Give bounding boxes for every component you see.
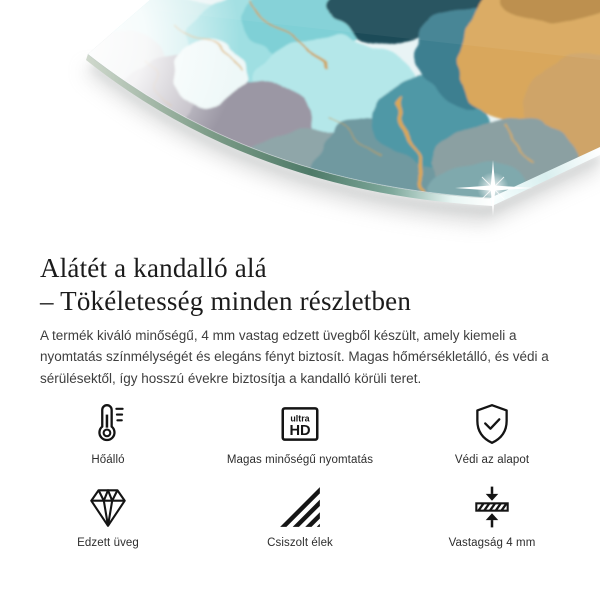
- feature-polished-edges: [204, 484, 396, 549]
- features-grid: [12, 401, 588, 549]
- thermometer-icon: [85, 401, 131, 447]
- shield-check-icon: [469, 401, 515, 447]
- title-line-1: Alátét a kandalló alá: [40, 253, 267, 284]
- thickness-icon: [469, 484, 515, 530]
- glass-panel-illustration: [0, 0, 600, 256]
- product-description: A termék kiváló minőségű, 4 mm vastag edzett üvegből készült, amely kiemeli a nyomtatás színmélységét és elegáns fényt biztosít. Magas hőmérsékletálló, és védi a sérülésektől, így hosszú évekre biztosítja a kandalló körüli teret.: [40, 327, 549, 386]
- feature-protects-base: [396, 401, 588, 466]
- feature-label: Védi az alapot: [454, 454, 530, 466]
- polished-edge-icon: [277, 484, 323, 530]
- feature-heat-resistant: [12, 401, 204, 466]
- feature-ultra-hd-print: [204, 401, 396, 466]
- hero-product-image: [0, 0, 600, 256]
- feature-label: Hőálló: [91, 454, 125, 466]
- feature-thickness-4mm: [396, 484, 588, 549]
- feature-label: Csiszolt élek: [267, 537, 333, 549]
- feature-tempered-glass: [12, 484, 204, 549]
- feature-label: Edzett üveg: [77, 537, 139, 549]
- page-title: [40, 252, 560, 318]
- feature-label: Magas minőségű nyomtatás: [226, 454, 374, 466]
- svg-text:ultra: ultra: [290, 413, 310, 424]
- diamond-icon: [85, 484, 131, 530]
- feature-label: Vastagság 4 mm: [448, 537, 536, 549]
- ultra-hd-icon: [277, 401, 323, 447]
- title-line-2: – Tökéletesség minden részletben: [40, 286, 412, 317]
- svg-text:HD: HD: [289, 422, 311, 439]
